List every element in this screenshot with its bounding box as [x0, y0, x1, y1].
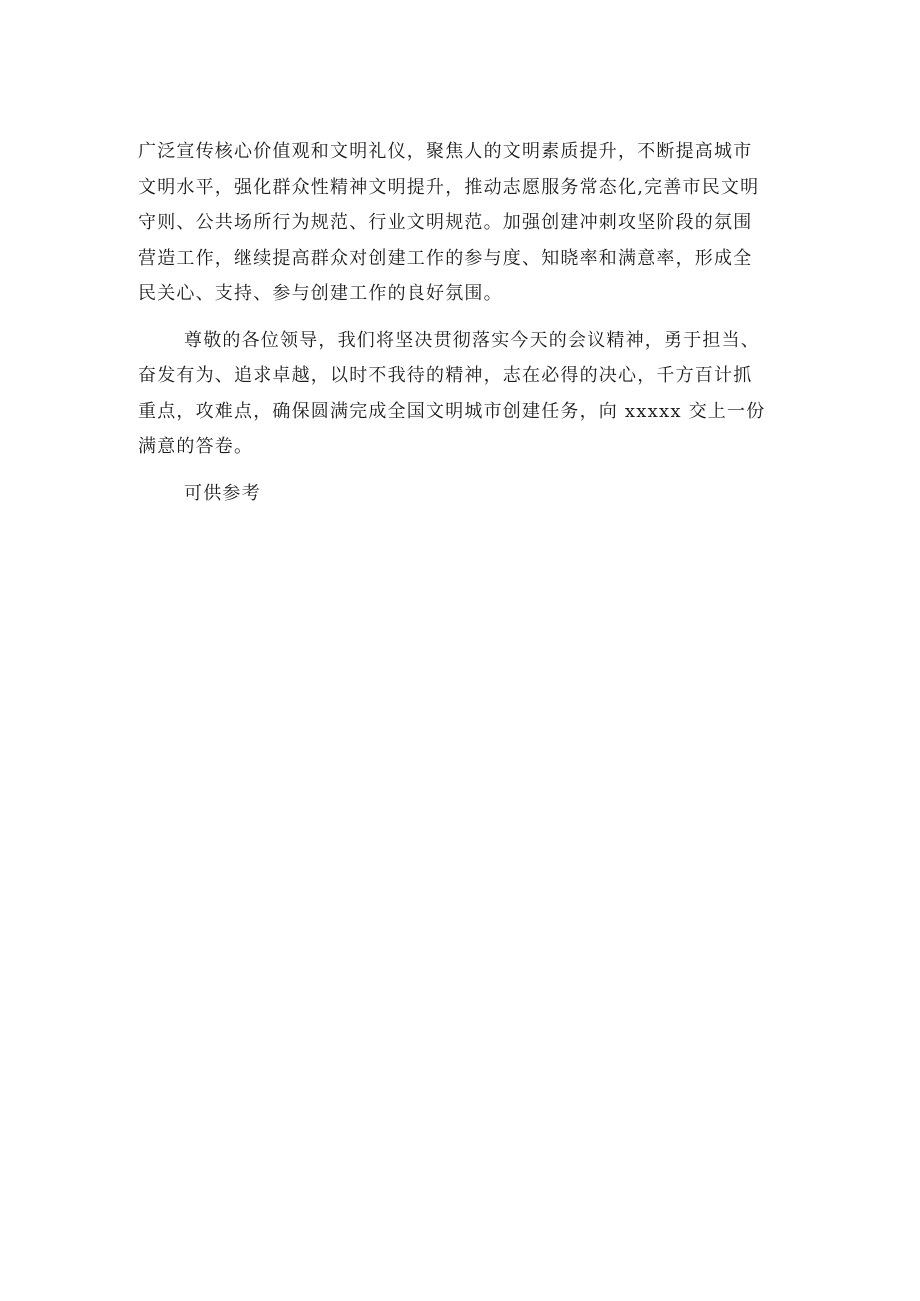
text-line: 重点，攻难点，确保圆满完成全国文明城市创建任务，向 xxxxx 交上一份: [138, 400, 766, 422]
paragraph-civilization-promotion: [138, 134, 788, 312]
paragraph-reference-note: [138, 476, 788, 512]
document-body: [138, 134, 788, 511]
text-line: 文明水平，强化群众性精神文明提升，推动志愿服务常态化,完善市民文明: [138, 176, 760, 198]
text-line: 广泛宣传核心价值观和文明礼仪，聚焦人的文明素质提升，不断提高城市: [138, 141, 753, 162]
text-line: 营造工作，继续提高群众对创建工作的参与度、知晓率和满意率，形成全: [138, 247, 753, 269]
text-line: 奋发有为、追求卓越，以时不我待的精神，志在必得的决心，千方百计抓: [138, 365, 753, 386]
text-line: 守则、公共场所行为规范、行业文明规范。加强创建冲刺攻坚阶段的氛围: [138, 212, 753, 233]
text-line: 民关心、支持、参与创建工作的良好氛围。: [138, 283, 503, 304]
text-line: 尊敬的各位领导，我们将坚决贯彻落实今天的会议精神，勇于担当、: [184, 329, 760, 351]
text-line: 满意的答卷。: [138, 436, 254, 457]
paragraph-closing-statement: [138, 323, 788, 465]
text-line: 可供参考: [184, 482, 261, 504]
